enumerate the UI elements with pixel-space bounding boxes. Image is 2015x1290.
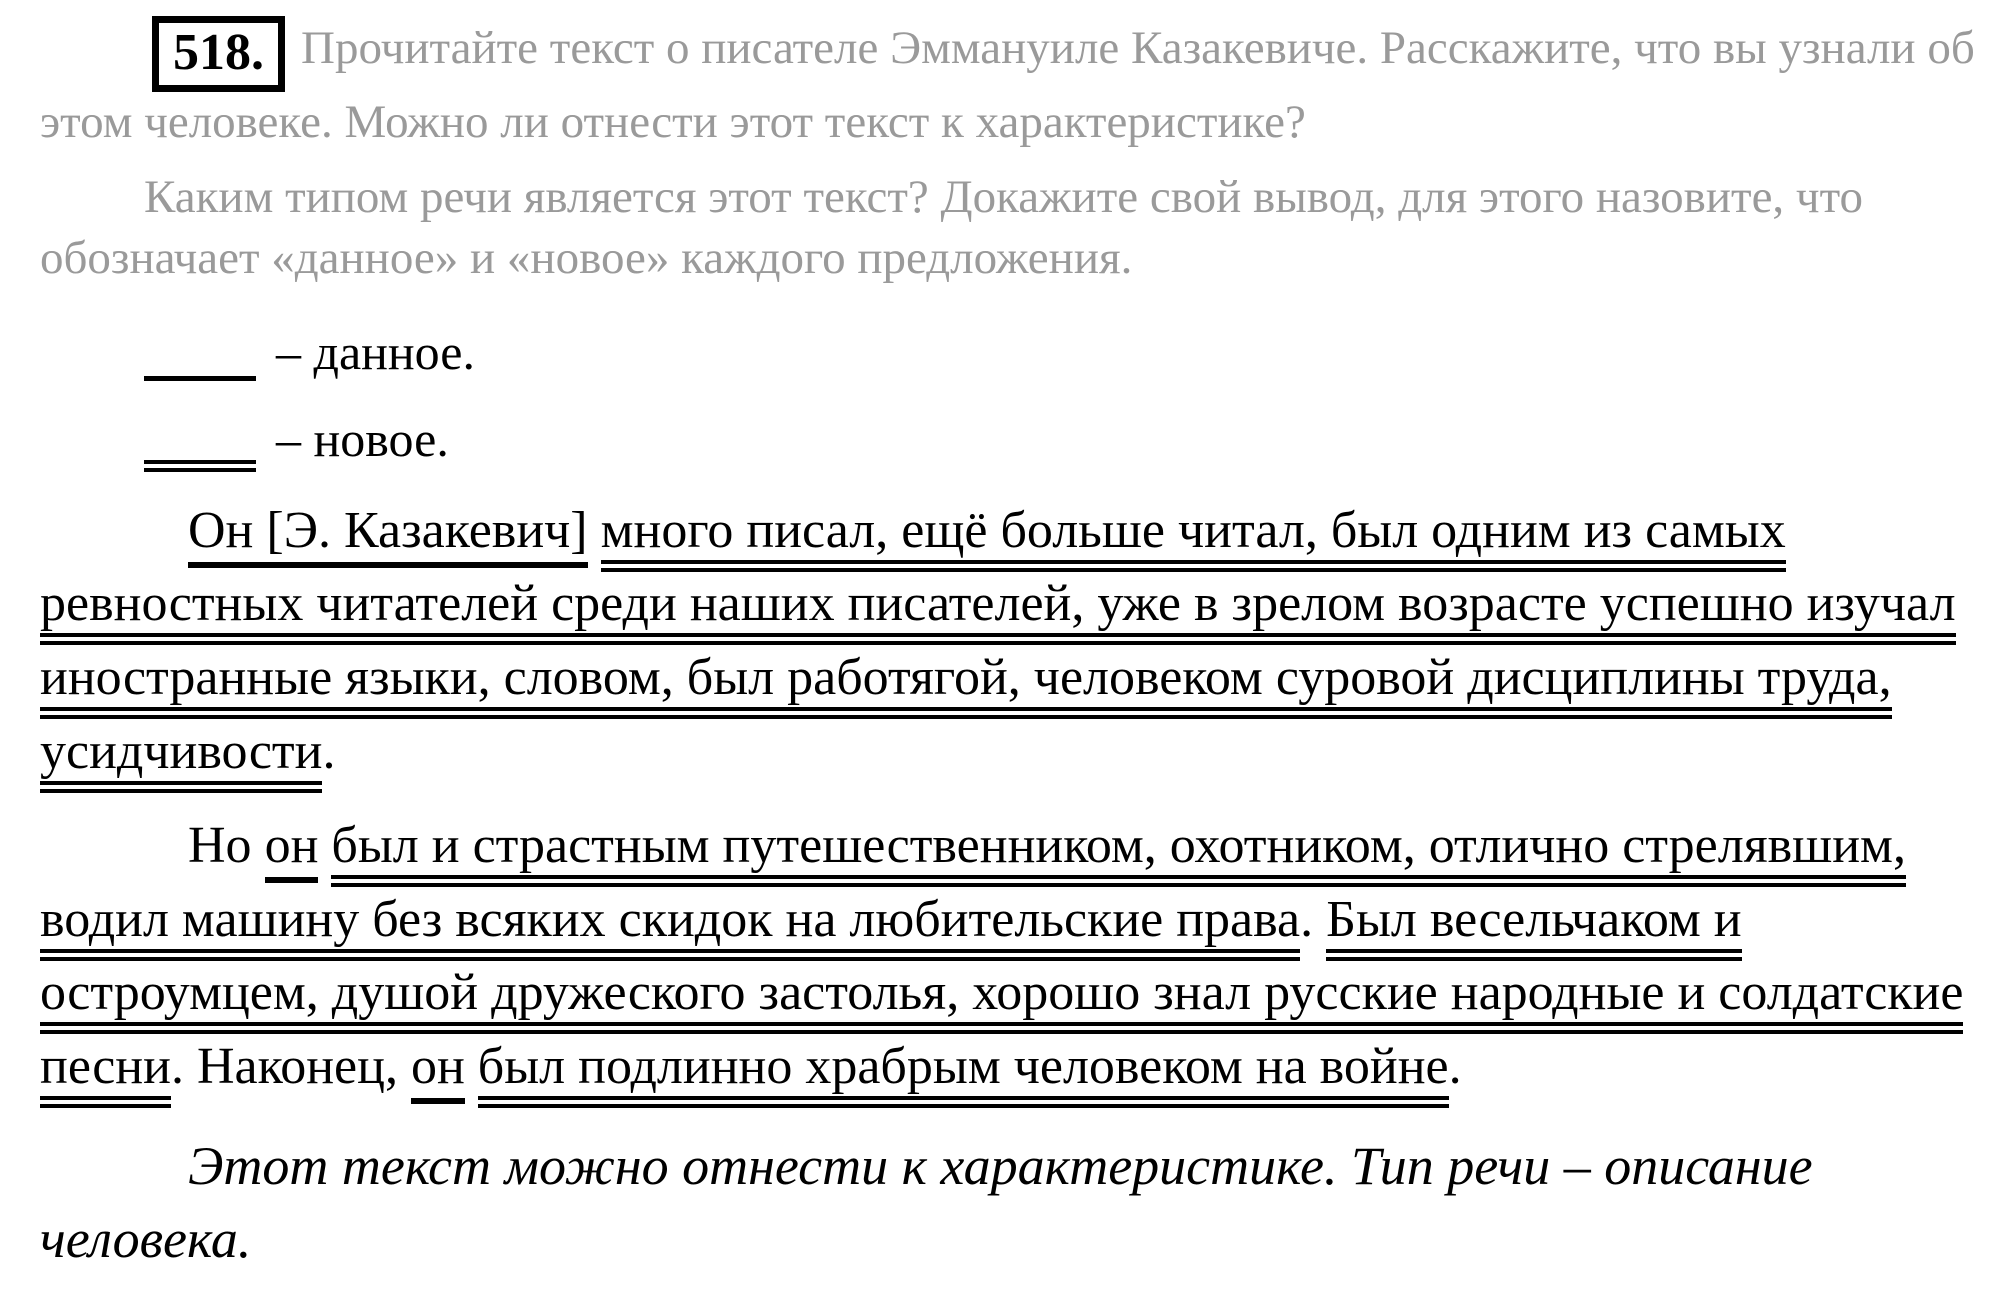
passage-segment: . Наконец,	[170, 1038, 411, 1096]
legend-given-line	[144, 320, 1993, 385]
passage-segment: он	[411, 1038, 465, 1104]
exercise-intro-paragraph	[40, 16, 1993, 153]
passage-segment: Но	[188, 816, 265, 874]
passage-segment	[465, 1038, 478, 1095]
answer-text: Этот текст можно отнести к характеристике. Тип речи – описание человека.	[40, 1136, 1813, 1269]
given-underline-sample	[144, 376, 256, 381]
passage-paragraph-1	[40, 494, 1993, 789]
exercise-number-box: 518.	[152, 16, 285, 92]
passage-segment: Он [Э. Казакевич]	[188, 502, 588, 568]
legend-given-label: – данное.	[276, 323, 475, 380]
passage-segment: .	[1300, 890, 1327, 948]
passage-segment: он	[265, 817, 319, 883]
new-underline-sample	[144, 460, 256, 472]
exercise-intro-text: Прочитайте текст о писателе Эммануиле Казакевиче. Расскажите, что вы узнали об этом человеке. Можно ли отнести этот текст к характеристике?	[40, 22, 1975, 149]
legend-new-line	[144, 407, 1993, 472]
passage-segment: .	[322, 723, 336, 780]
passage-segment: был и страстным путешественником, охотником, отлично стрелявшим, водил машину без всяких скидок на любительские права	[40, 817, 1906, 961]
passage-segment: .	[1448, 1038, 1462, 1096]
passage-paragraph-2	[40, 809, 1993, 1104]
passage-segment	[588, 502, 601, 559]
passage-segment: был подлинно храбрым человеком на войне	[478, 1038, 1449, 1108]
legend-new-label: – новое.	[276, 410, 449, 467]
passage-segment	[318, 817, 331, 874]
passage-segment: много писал, ещё больше читал, был одним из самых ревностных читателей среди наших писателей, уже в зрелом возрасте успешно изучал иностранные языки, словом, был работягой, человеком суровой дисциплины труда, усидчивости	[40, 502, 1956, 793]
exercise-question-text: Каким типом речи является этот текст? Докажите свой вывод, для этого назовите, что обозначает «данное» и «новое» каждого предложения.	[40, 171, 1863, 285]
passage-segment: Был весельчаком и остроумцем, душой дружеского застолья, хорошо знал русские народные и солдатские песни	[40, 891, 1963, 1109]
